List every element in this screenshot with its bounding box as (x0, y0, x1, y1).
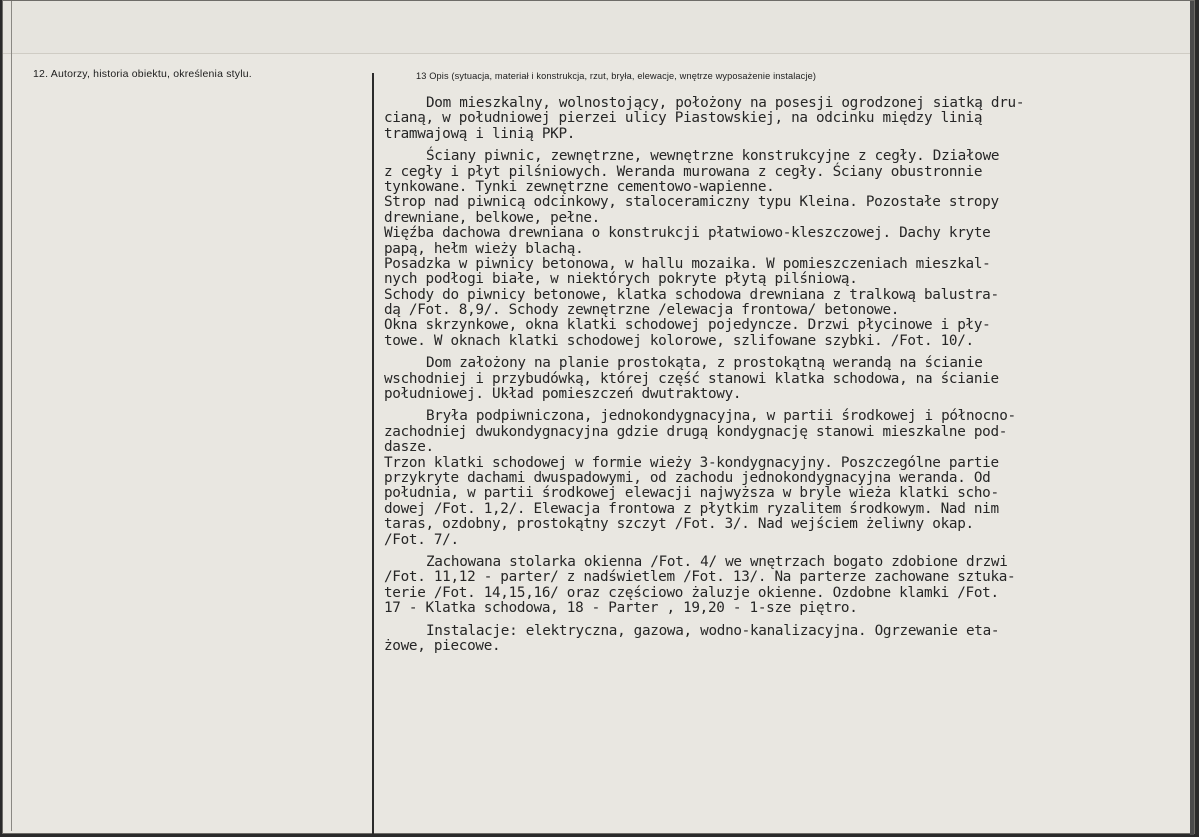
text-line: tynkowane. Tynki zewnętrzne cementowo-wapienne. (384, 178, 775, 195)
text-line: terie /Fot. 14,15,16/ oraz częściowo żaluzje okienne. Ozdobne klamki /Fot. (384, 584, 999, 601)
text-line: z cegły i płyt pilśniowych. Weranda murowana z cegły. Ściany obustronnie (384, 163, 983, 180)
text-line: Dom założony na planie prostokąta, z prostokątną werandą na ścianie (426, 355, 983, 372)
text-line: 17 - Klatka schodowa, 18 - Parter , 19,20 - 1-sze piętro. (384, 600, 858, 617)
text-line: żowe, piecowe. (384, 637, 501, 654)
text-line: dą /Fot. 8,9/. Schody zewnętrzne /elewacja frontowa/ betonowe. (384, 302, 900, 319)
text-line: towe. W oknach klatki schodowej kolorowe, szlifowane szybki. /Fot. 10/. (384, 332, 974, 349)
text-line: Instalacje: elektryczna, gazowa, wodno-kanalizacyjna. Ogrzewanie eta- (426, 622, 1000, 639)
record-card (2, 0, 1195, 834)
paragraph (384, 149, 1184, 349)
text-line: Więźba dachowa drewniana o konstrukcji płatwiowo-kleszczowej. Dachy kryte (384, 225, 991, 242)
text-line: Bryła podpiwniczona, jednokondygnacyjna, w partii środkowej i północno- (426, 408, 1016, 425)
card-edge-shadow (1190, 1, 1194, 835)
text-line: Trzon klatki schodowej w formie wieży 3-kondygnacyjny. Poszczególne partie (384, 454, 999, 471)
text-line: Strop nad piwnicą odcinkowy, stalоceramiczny typu Kleina. Pozostałe stropy (384, 194, 999, 211)
text-line: drewniane, belkowe, pełne. (384, 209, 600, 226)
paragraph (384, 409, 1184, 548)
text-line: papą, hełm wieży blachą. (384, 240, 584, 257)
text-line: wschodniej i przybudówką, której część stanowi klatka schodowa, na ścianie (384, 370, 999, 387)
text-line: Schody do piwnicy betonowe, klatka schodowa drewniana z tralkową balustra- (384, 286, 999, 303)
left-margin-rule (11, 1, 12, 831)
text-line: /Fot. 11,12 - parter/ z nadświetlem /Fot. 13/. Na parterze zachowane sztuka- (384, 569, 1016, 586)
description-text (384, 96, 1184, 661)
column-divider (372, 73, 374, 835)
text-line: /Fot. 7/. (384, 531, 459, 548)
section-12-heading: 12. Autorzy, historia obiektu, określenia stylu. (33, 68, 252, 80)
section-13-heading: 13 Opis (sytuacja, materiał i konstrukcja, rzut, bryła, elewacje, wnętrze wyposażenie instalacje) (416, 71, 817, 81)
text-line: południowej. Układ pomieszczeń dwutraktowy. (384, 386, 742, 403)
text-line: przykryte dachami dwuspadowymi, od zachodu jednokondygnacyjna weranda. Od (384, 469, 991, 486)
paragraph (384, 624, 1184, 655)
text-line: taras, ozdobny, prostokątny szczyt /Fot. 3/. Nad wejściem żeliwny okap. (384, 516, 974, 533)
text-line: cianą, w południowej pierzei ulicy Piastowskiej, na odcinku między linią (384, 110, 983, 127)
paragraph (384, 356, 1184, 402)
text-line: południa, w partii środkowej elewacji najwyższa w bryle wieża klatki scho- (384, 485, 999, 502)
text-line: zachodniej dwukondygnacyjna gdzie drugą kondygnację stanowi mieszkalne pod- (384, 423, 1008, 440)
text-line: Ściany piwnic, zewnętrzne, wewnętrzne konstrukcyjne z cegły. Działowe (426, 148, 1000, 165)
text-line: Dom mieszkalny, wolnostojący, położony na posesji ogrodzonej siatką dru- (426, 95, 1025, 111)
paragraph (384, 555, 1184, 617)
text-line: Zachowana stolarka okienna /Fot. 4/ we wnętrzach bogato zdobione drzwi (426, 553, 1008, 570)
text-line: Okna skrzynkowe, okna klatki schodowej pojedyncze. Drzwi płycinowe i pły- (384, 317, 991, 334)
text-line: dowej /Fot. 1,2/. Elewacja frontowa z płytkim ryzalitem środkowym. Nad nim (384, 500, 999, 517)
card-top-strip (3, 1, 1194, 54)
text-line: dasze. (384, 439, 434, 456)
paragraph (384, 96, 1184, 142)
text-line: tramwajową i linią PKP. (384, 125, 576, 142)
text-line: nych podłogi białe, w niektórych pokryte płytą pilśniową. (384, 271, 858, 288)
text-line: Posadzka w piwnicy betonowa, w hallu mozaika. W pomieszczeniach mieszkal- (384, 255, 991, 272)
